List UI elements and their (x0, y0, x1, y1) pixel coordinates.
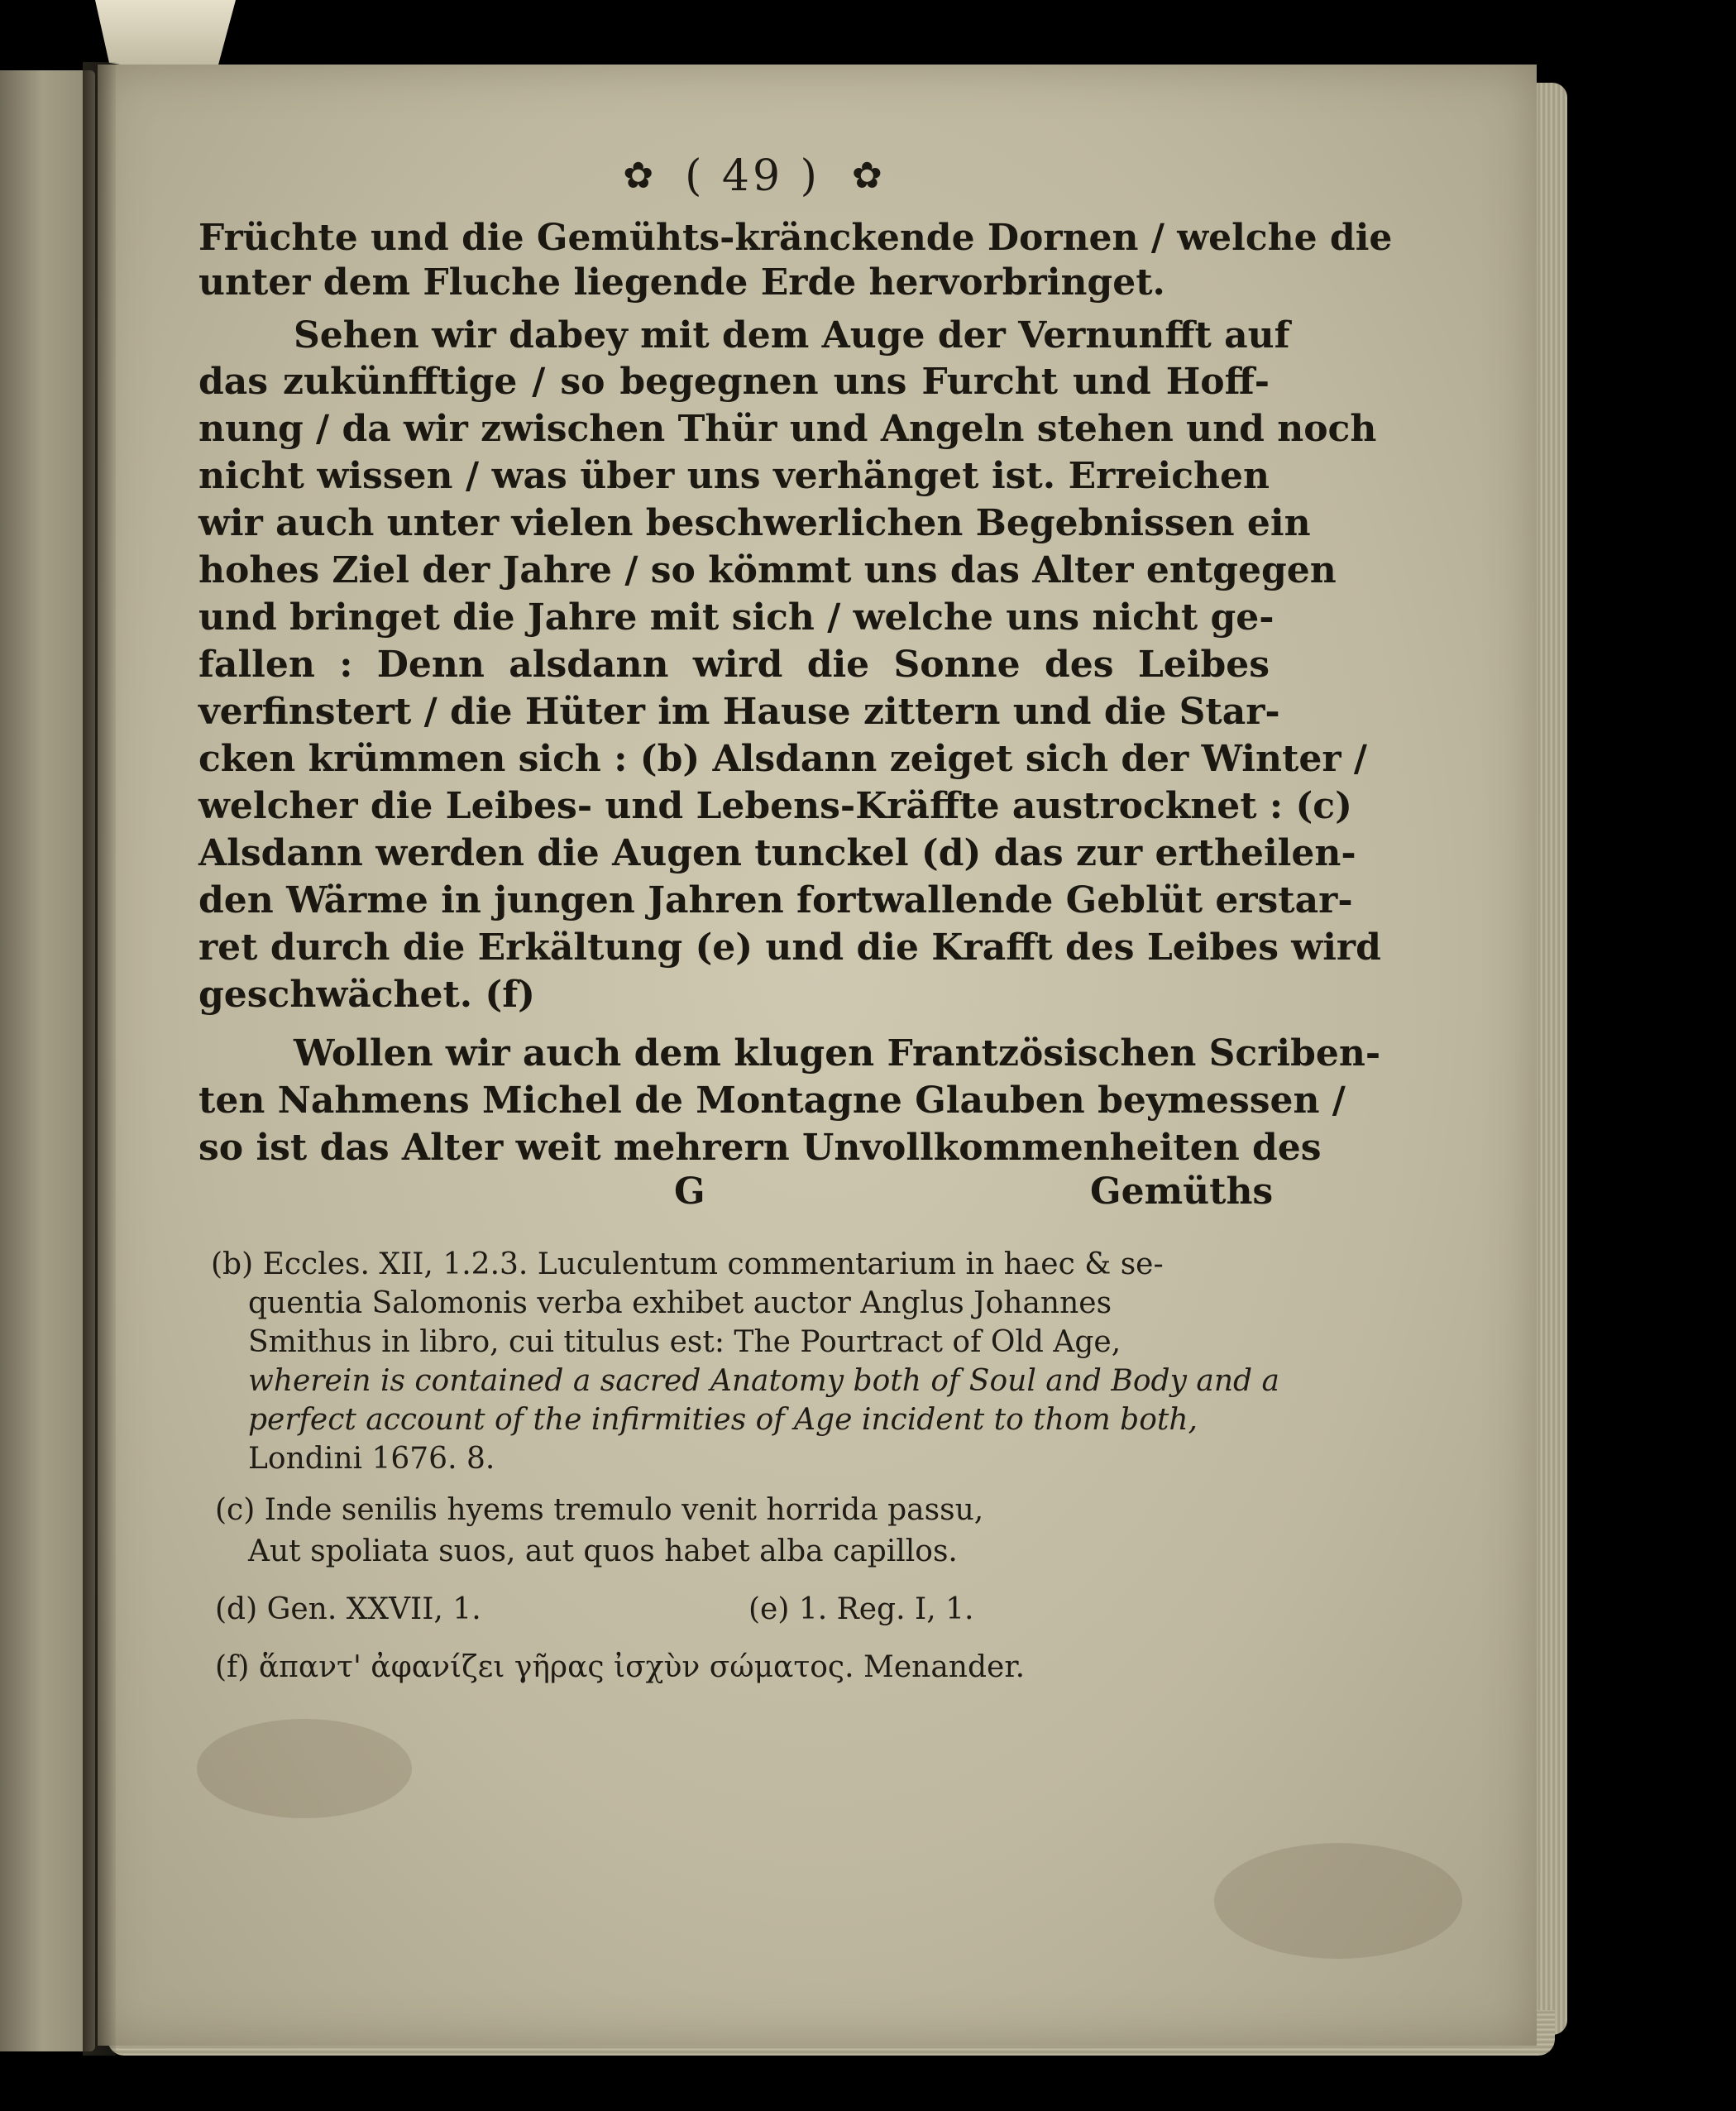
page-number: ( 49 ) (685, 151, 820, 201)
body-line: cken krümmen sich : (b) Alsdann zeiget sich der Winter / (198, 738, 1367, 780)
footnote-e: (e) 1. Reg. I, 1. (748, 1592, 974, 1626)
body-line: den Wärme in jungen Jahren fortwallende Geblüt erstar- (198, 879, 1353, 921)
body-line: das zukünfftige / so begegnen uns Furcht und Hoff- (198, 361, 1270, 403)
body-line: Früchte und die Gemühts-kränckende Dornen / welche die (198, 217, 1393, 259)
footnote-b-line: Smithus in libro, cui titulus est: The Pourtract of Old Age, (248, 1325, 1121, 1359)
body-line: nung / da wir zwischen Thür und Angeln stehen und noch (198, 408, 1377, 450)
body-line: fallen : Denn alsdann wird die Sonne des Leibes (198, 644, 1270, 686)
footnote-b-line: (b) Eccles. XII, 1.2.3. Luculentum commentarium in haec & se- (211, 1247, 1164, 1281)
body-line: ten Nahmens Michel de Montagne Glauben beymessen / (198, 1079, 1346, 1122)
signature-mark: G (674, 1170, 705, 1213)
body-line: so ist das Alter weit mehrern Unvollkommenheiten des (198, 1127, 1322, 1169)
body-line: welcher die Leibes- und Lebens-Kräffte austrocknet : (c) (198, 785, 1352, 827)
footnote-b-line: quentia Salomonis verba exhibet auctor Anglus Johannes (248, 1286, 1112, 1320)
footnote-d: (d) Gen. XXVII, 1. (215, 1592, 481, 1626)
body-line: hohes Ziel der Jahre / so kömmt uns das Alter entgegen (198, 549, 1337, 591)
footnote-f: (f) ἅπαντ' ἀφανίζει γῆρας ἰσχὺν σώματος. Menander. (215, 1650, 1026, 1684)
body-line: ret durch die Erkältung (e) und die Krafft des Leibes wird (198, 926, 1381, 969)
catchword: Gemüths (1090, 1170, 1274, 1213)
ornament-right-icon: ✿ (851, 155, 882, 197)
footnote-b-line: perfect account of the infirmities of Age incident to thom both, (248, 1403, 1198, 1437)
page-header (579, 151, 926, 201)
gutter-shadow (83, 62, 116, 2056)
body-line: nicht wissen / was über uns verhänget ist. Erreichen (198, 455, 1270, 497)
body-line: Alsdann werden die Augen tunckel (d) das zur ertheilen- (198, 832, 1356, 874)
body-line: geschwächet. (f) (198, 974, 535, 1016)
ornament-left-icon: ✿ (623, 155, 654, 197)
footnote-b-line: Londini 1676. 8. (248, 1442, 495, 1476)
left-page-edge (0, 70, 95, 2051)
body-line: wir auch unter vielen beschwerlichen Begebnissen ein (198, 502, 1311, 544)
body-line: Sehen wir dabey mit dem Auge der Vernunfft auf (294, 314, 1290, 357)
footnote-b-line: wherein is contained a sacred Anatomy both of Soul and Body and a (248, 1364, 1279, 1398)
foxing-stain (197, 1719, 412, 1818)
body-line: verfinstert / die Hüter im Hause zittern und die Star- (198, 691, 1280, 733)
footnote-c-line: Aut spoliata suos, aut quos habet alba capillos. (248, 1534, 958, 1568)
body-line: unter dem Fluche liegende Erde hervorbringet. (198, 261, 1165, 304)
body-line: und bringet die Jahre mit sich / welche uns nicht ge- (198, 596, 1275, 639)
body-line: Wollen wir auch dem klugen Frantzösischen Scriben- (294, 1032, 1381, 1075)
footnote-c-line: (c) Inde senilis hyems tremulo venit horrida passu, (215, 1493, 984, 1527)
foxing-stain (1214, 1843, 1462, 1959)
